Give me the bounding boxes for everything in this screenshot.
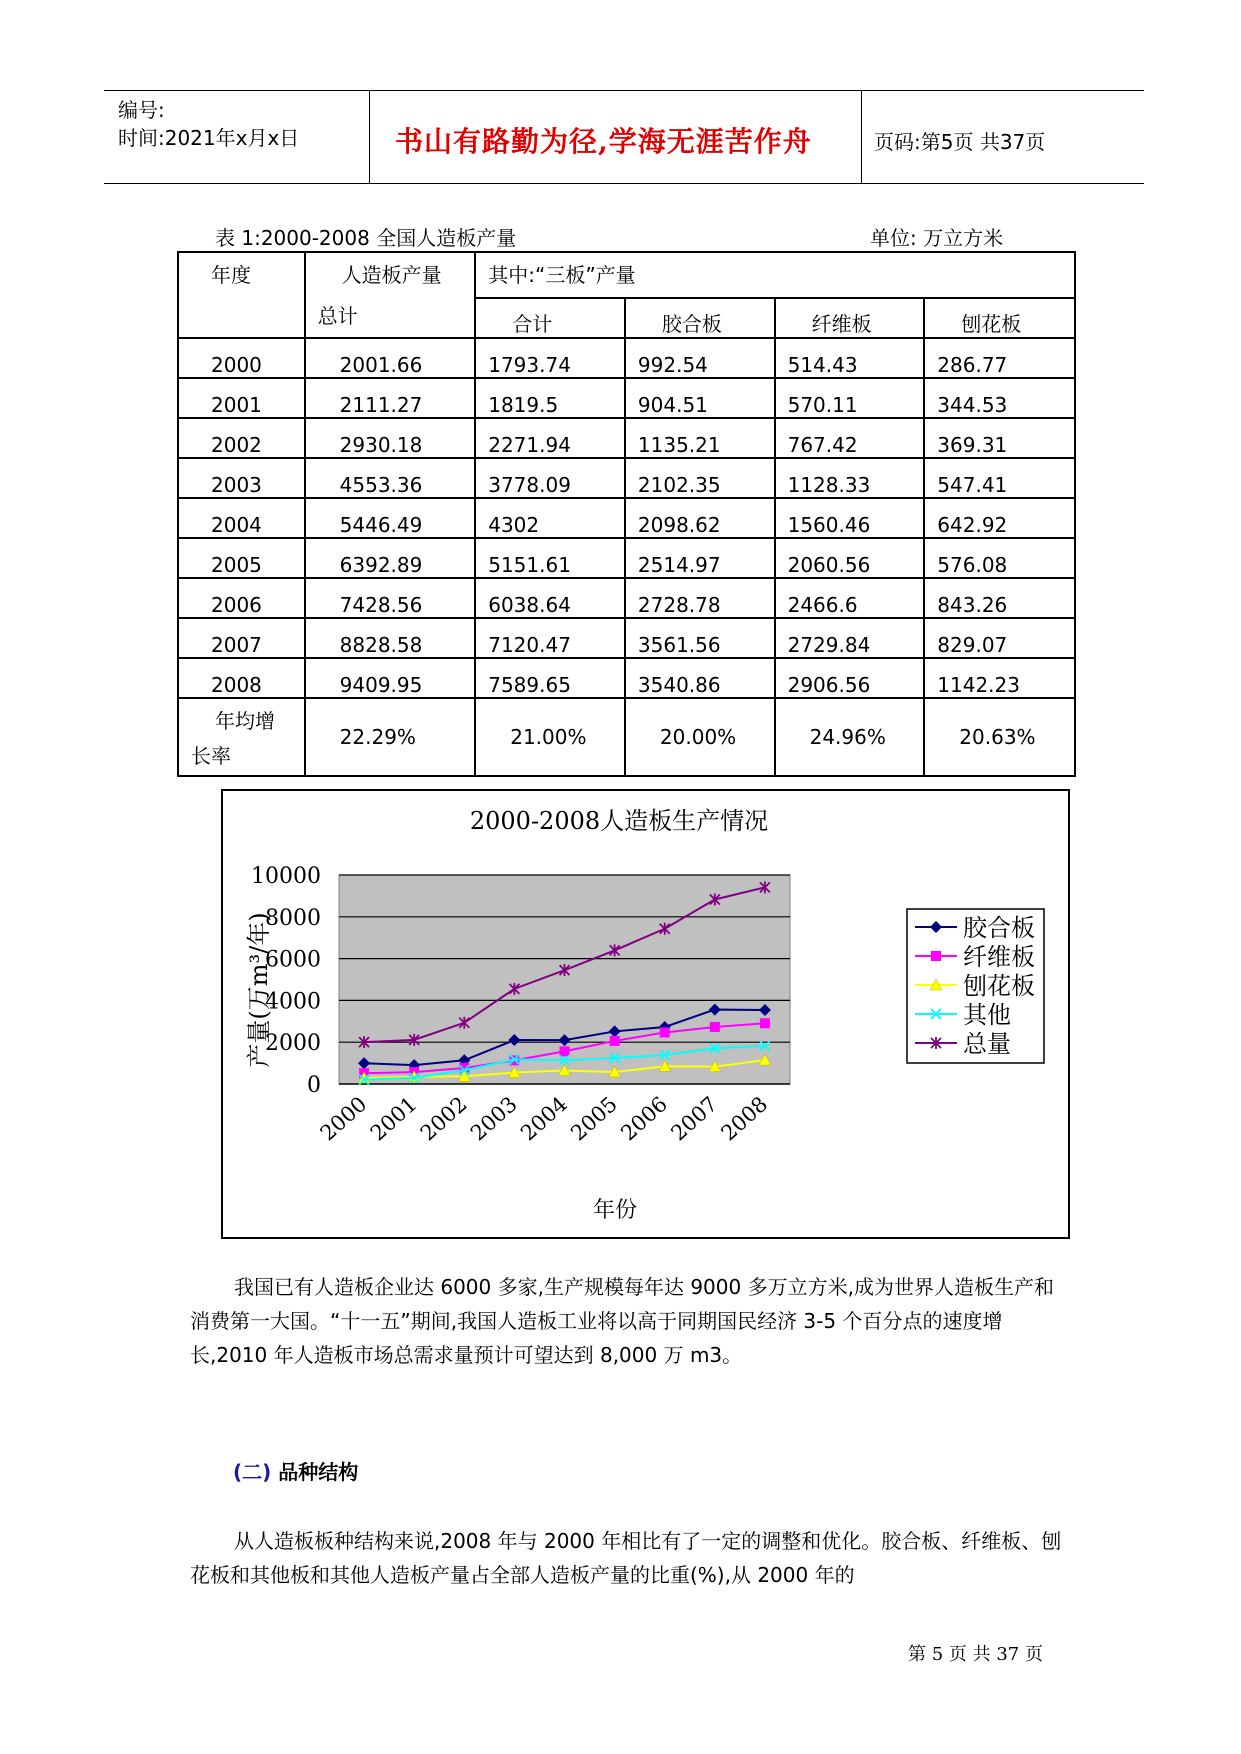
- header-time-label: 时间:2021年x月x日: [118, 126, 300, 150]
- chart-y-axis-label: 产量(万m³/年): [245, 912, 273, 1068]
- table-cell: 767.42: [775, 418, 925, 458]
- table-cell: 8828.58: [305, 618, 476, 658]
- table-cell: 2098.62: [625, 498, 775, 538]
- table-row-growth-rate: [178, 698, 1075, 776]
- table-cell: 1793.74: [475, 338, 625, 378]
- table-cell: 1142.23: [924, 658, 1075, 698]
- chart-x-tick-label: 2004: [516, 1091, 572, 1146]
- table-cell-year: 2003: [178, 458, 305, 498]
- chart-x-tick-label: 2001: [365, 1091, 422, 1146]
- body-paragraph-2: 从人造板板种结构来说,2008 年与 2000 年相比有了一定的调整和优化。胶合板、纤维板、刨花板和其他板和其他人造板产量占全部人造板产量的比重(%),从 2000 年的: [190, 1529, 1062, 1587]
- table-cell: 2466.6: [775, 578, 925, 618]
- chart-y-tick-label: 4000: [265, 989, 321, 1015]
- chart-x-tick-label: 2000: [315, 1091, 372, 1146]
- header-divider-left: [369, 90, 370, 184]
- table-cell: 2906.56: [775, 658, 925, 698]
- chart-x-tick-label: 2006: [616, 1091, 673, 1146]
- col-header-total-line1: 人造板产量: [341, 263, 442, 287]
- table-cell: 2728.78: [625, 578, 775, 618]
- table-header-row-1: [178, 252, 1075, 298]
- table-cell: 2514.97: [625, 538, 775, 578]
- table-row: [178, 418, 1075, 458]
- table-body: [178, 338, 1075, 698]
- table-cell: 2729.84: [775, 618, 925, 658]
- table-row: [178, 538, 1075, 578]
- table-cell: 2930.18: [305, 418, 476, 458]
- table-cell: 5446.49: [305, 498, 476, 538]
- table-caption: 表 1:2000-2008 全国人造板产量: [215, 226, 517, 250]
- chart-x-axis-label: 年份: [592, 1198, 638, 1223]
- chart-point: [931, 951, 941, 961]
- table-cell: 570.11: [775, 378, 925, 418]
- table-cell-year: 2001: [178, 378, 305, 418]
- col-header-sum: 合计: [475, 298, 625, 338]
- growth-rate-label-line2: 长率: [191, 744, 231, 768]
- table-unit: 单位: 万立方米: [870, 226, 1004, 250]
- table-cell: 9409.95: [305, 658, 476, 698]
- table-cell: 843.26: [924, 578, 1075, 618]
- growth-rate-particleboard: 20.63%: [924, 698, 1075, 776]
- table-cell: 829.07: [924, 618, 1075, 658]
- section-heading: [233, 1456, 358, 1485]
- table-cell: 286.77: [924, 338, 1075, 378]
- table-cell-year: 2006: [178, 578, 305, 618]
- production-table: [177, 251, 1076, 777]
- col-header-particleboard: 刨花板: [924, 298, 1075, 338]
- table-row: [178, 618, 1075, 658]
- table-row: [178, 658, 1075, 698]
- header-divider-right: [861, 90, 862, 184]
- header-top-rule: [104, 90, 1144, 91]
- production-chart: [221, 789, 1070, 1239]
- chart-point: [660, 1027, 670, 1037]
- chart-x-tick-label: 2003: [465, 1091, 522, 1146]
- growth-rate-sum: 21.00%: [475, 698, 625, 776]
- chart-y-tick-label: 2000: [265, 1031, 321, 1057]
- body-paragraph-1: 我国已有人造板企业达 6000 多家,生产规模每年达 9000 多万立方米,成为世界人造板生产和消费第一大国。“十一五”期间,我国人造板工业将以高于同期国民经济 3-5 个百分点的速度增长,2010 年人造板市场总需求量预计可望达到 8,000 万 m3。: [190, 1275, 1054, 1367]
- table-cell: 369.31: [924, 418, 1075, 458]
- table-cell: 4553.36: [305, 458, 476, 498]
- chart-x-tick-label: 2005: [566, 1091, 622, 1146]
- growth-rate-total: 22.29%: [305, 698, 476, 776]
- table-cell: 5151.61: [475, 538, 625, 578]
- chart-legend-label: 刨花板: [963, 972, 1035, 1000]
- chart-y-tick-label: 6000: [265, 947, 321, 973]
- chart-point: [560, 1046, 570, 1056]
- table-cell: 1128.33: [775, 458, 925, 498]
- table-cell-year: 2004: [178, 498, 305, 538]
- chart-point: [710, 1022, 720, 1032]
- chart-point: [610, 1036, 620, 1046]
- table-row: [178, 378, 1075, 418]
- col-header-group: 其中:“三板”产量: [475, 252, 1075, 298]
- table-cell: 1819.5: [475, 378, 625, 418]
- table-cell-year: 2002: [178, 418, 305, 458]
- table-cell: 7589.65: [475, 658, 625, 698]
- header-motto: 书山有路勤为径,学海无涯苦作舟: [395, 125, 812, 158]
- table-cell: 3540.86: [625, 658, 775, 698]
- table-cell: 7428.56: [305, 578, 476, 618]
- table-cell: 4302: [475, 498, 625, 538]
- footer-page-number: 第 5 页 共 37 页: [908, 1644, 1043, 1665]
- table-cell: 904.51: [625, 378, 775, 418]
- chart-x-tick-label: 2002: [415, 1091, 472, 1146]
- section-title: 品种结构: [278, 1460, 359, 1484]
- table-cell: 642.92: [924, 498, 1075, 538]
- chart-x-tick-label: 2007: [666, 1091, 723, 1146]
- table-cell: 2271.94: [475, 418, 625, 458]
- table-row: [178, 498, 1075, 538]
- chart-legend-label: 纤维板: [963, 943, 1035, 971]
- header-number-label: 编号:: [118, 98, 165, 122]
- table-cell: 3561.56: [625, 618, 775, 658]
- growth-rate-label-line1: 年均增: [215, 709, 275, 733]
- table-cell: 514.43: [775, 338, 925, 378]
- table-cell: 7120.47: [475, 618, 625, 658]
- chart-y-tick-label: 0: [307, 1073, 321, 1098]
- table-cell: 576.08: [924, 538, 1075, 578]
- chart-y-tick-label: 8000: [265, 905, 321, 931]
- table-cell: 992.54: [625, 338, 775, 378]
- table-cell: 3778.09: [475, 458, 625, 498]
- section-number: (二): [233, 1460, 272, 1484]
- table-cell-year: 2008: [178, 658, 305, 698]
- chart-point: [760, 1018, 770, 1028]
- table-cell: 2111.27: [305, 378, 476, 418]
- table-cell-year: 2005: [178, 538, 305, 578]
- col-header-year: 年度: [178, 252, 305, 338]
- chart-title: 2000-2008人造板生产情况: [469, 807, 769, 835]
- table-cell: 6392.89: [305, 538, 476, 578]
- table-row: [178, 458, 1075, 498]
- col-header-fiberboard: 纤维板: [775, 298, 925, 338]
- growth-rate-label: [178, 698, 305, 776]
- header-page-label: 页码:第5页 共37页: [874, 130, 1046, 154]
- table-cell: 2102.35: [625, 458, 775, 498]
- chart-x-tick-label: 2008: [716, 1091, 773, 1146]
- table-row: [178, 578, 1075, 618]
- chart-plot-layer: [251, 864, 1044, 1145]
- growth-rate-fiberboard: 24.96%: [775, 698, 925, 776]
- table-cell-year: 2000: [178, 338, 305, 378]
- table-cell: 2060.56: [775, 538, 925, 578]
- chart-legend-label: 其他: [963, 1001, 1011, 1029]
- table-cell: 344.53: [924, 378, 1075, 418]
- header-bottom-rule: [104, 183, 1144, 184]
- growth-rate-plywood: 20.00%: [625, 698, 775, 776]
- chart-svg: [223, 791, 1068, 1237]
- chart-y-tick-label: 10000: [251, 864, 321, 889]
- table-cell: 1560.46: [775, 498, 925, 538]
- chart-legend-label: 胶合板: [963, 914, 1035, 942]
- chart-legend-label: 总量: [963, 1030, 1011, 1058]
- table-row: [178, 338, 1075, 378]
- col-header-plywood: 胶合板: [625, 298, 775, 338]
- table-cell: 547.41: [924, 458, 1075, 498]
- table-cell: 1135.21: [625, 418, 775, 458]
- table-cell: 6038.64: [475, 578, 625, 618]
- col-header-total: [305, 252, 476, 338]
- col-header-total-line2: 总计: [317, 304, 358, 328]
- table-cell: 2001.66: [305, 338, 476, 378]
- table-cell-year: 2007: [178, 618, 305, 658]
